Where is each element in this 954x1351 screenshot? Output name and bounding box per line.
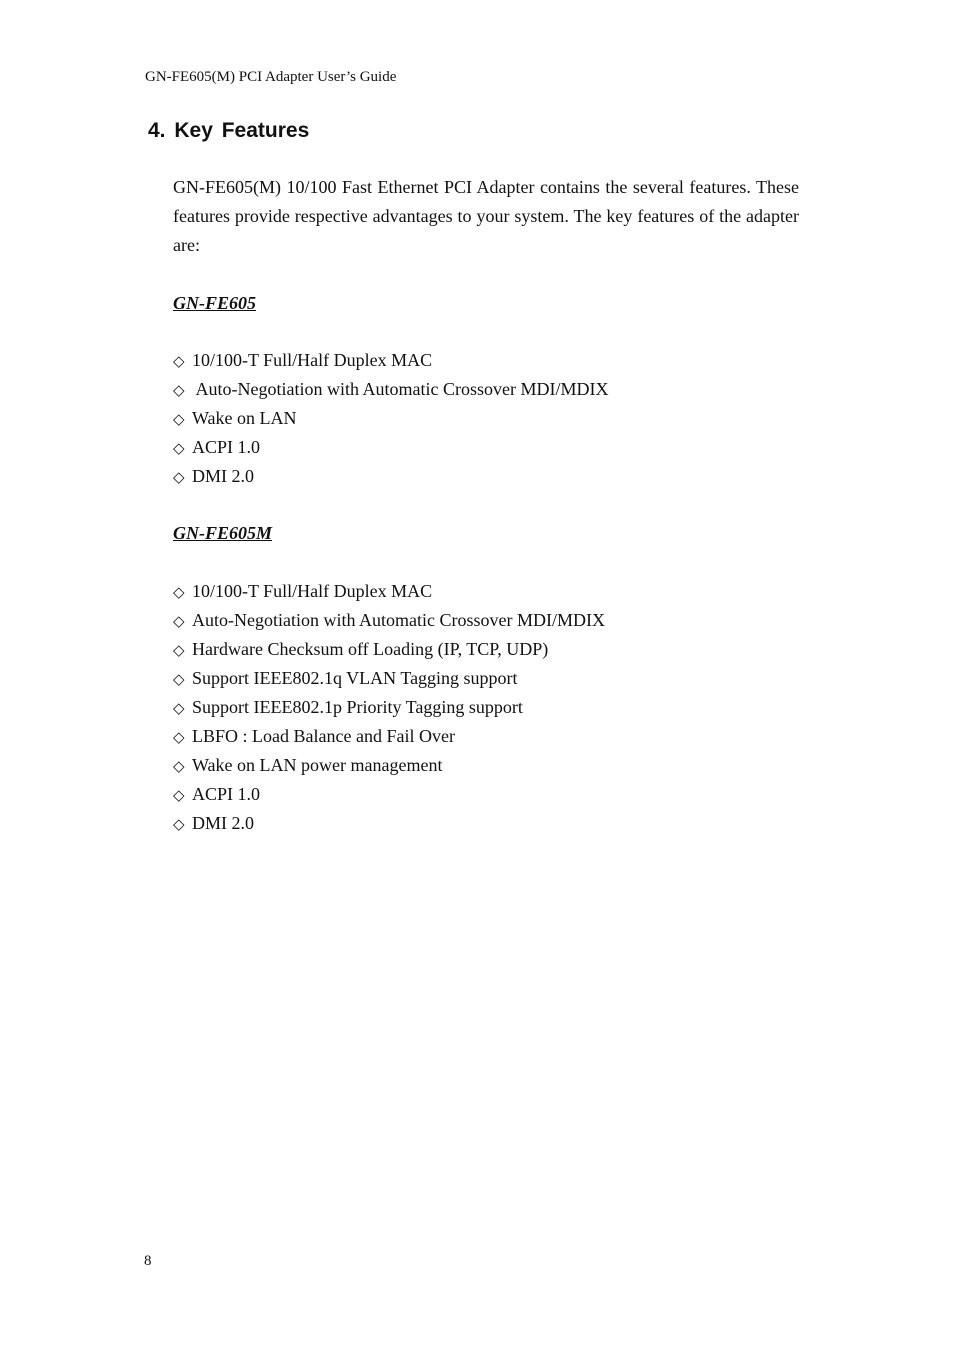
feature-text: Wake on LAN power management: [192, 755, 443, 775]
feature-text: 10/100-T Full/Half Duplex MAC: [192, 581, 433, 601]
feature-text: DMI 2.0: [192, 466, 254, 486]
diamond-bullet-icon: ◇: [173, 757, 185, 775]
feature-list-gn-fe605: [173, 346, 608, 491]
feature-text: DMI 2.0: [192, 813, 254, 833]
diamond-bullet-icon: ◇: [173, 583, 185, 601]
feature-item: [173, 635, 605, 664]
feature-text: LBFO : Load Balance and Fail Over: [192, 726, 455, 746]
feature-item: [173, 606, 605, 635]
feature-item: [173, 809, 605, 838]
feature-item: [173, 780, 605, 809]
diamond-bullet-icon: ◇: [173, 641, 185, 659]
diamond-bullet-icon: ◇: [173, 815, 185, 833]
feature-item: [173, 722, 605, 751]
running-header: GN-FE605(M) PCI Adapter User’s Guide: [145, 69, 397, 85]
feature-text: ACPI 1.0: [192, 437, 261, 457]
model-heading-gn-fe605: GN-FE605: [173, 293, 257, 313]
feature-text: Wake on LAN: [192, 408, 297, 428]
feature-text: 10/100-T Full/Half Duplex MAC: [192, 350, 433, 370]
feature-text: Support IEEE802.1p Priority Tagging support: [192, 697, 523, 717]
diamond-bullet-icon: ◇: [173, 468, 185, 486]
feature-list-gn-fe605m: [173, 577, 605, 838]
intro-paragraph: GN-FE605(M) 10/100 Fast Ethernet PCI Adapter contains the several features. These features provide respective advantages to your system. The key features of the adapter are:: [173, 177, 799, 255]
section-heading: 4. Key Features: [148, 119, 310, 142]
feature-text: ACPI 1.0: [192, 784, 261, 804]
feature-item: [173, 433, 608, 462]
feature-item: [173, 577, 605, 606]
feature-text: Hardware Checksum off Loading (IP, TCP, UDP): [192, 639, 549, 659]
diamond-bullet-icon: ◇: [173, 612, 185, 630]
feature-text: Support IEEE802.1q VLAN Tagging support: [192, 668, 518, 688]
feature-item: [173, 664, 605, 693]
feature-item: [173, 693, 605, 722]
feature-item: [173, 462, 608, 491]
diamond-bullet-icon: ◇: [173, 439, 185, 457]
model-heading-gn-fe605m: GN-FE605M: [173, 523, 273, 543]
feature-item: [173, 375, 608, 404]
page-number: 8: [144, 1253, 152, 1269]
diamond-bullet-icon: ◇: [173, 728, 185, 746]
diamond-bullet-icon: ◇: [173, 410, 185, 428]
feature-text: Auto-Negotiation with Automatic Crossover MDI/MDIX: [192, 379, 609, 399]
feature-item: [173, 346, 608, 375]
feature-text: Auto-Negotiation with Automatic Crossover MDI/MDIX: [192, 610, 605, 630]
diamond-bullet-icon: ◇: [173, 699, 185, 717]
feature-item: [173, 404, 608, 433]
diamond-bullet-icon: ◇: [173, 352, 185, 370]
diamond-bullet-icon: ◇: [173, 670, 185, 688]
diamond-bullet-icon: ◇: [173, 786, 185, 804]
diamond-bullet-icon: ◇: [173, 381, 185, 399]
feature-item: [173, 751, 605, 780]
